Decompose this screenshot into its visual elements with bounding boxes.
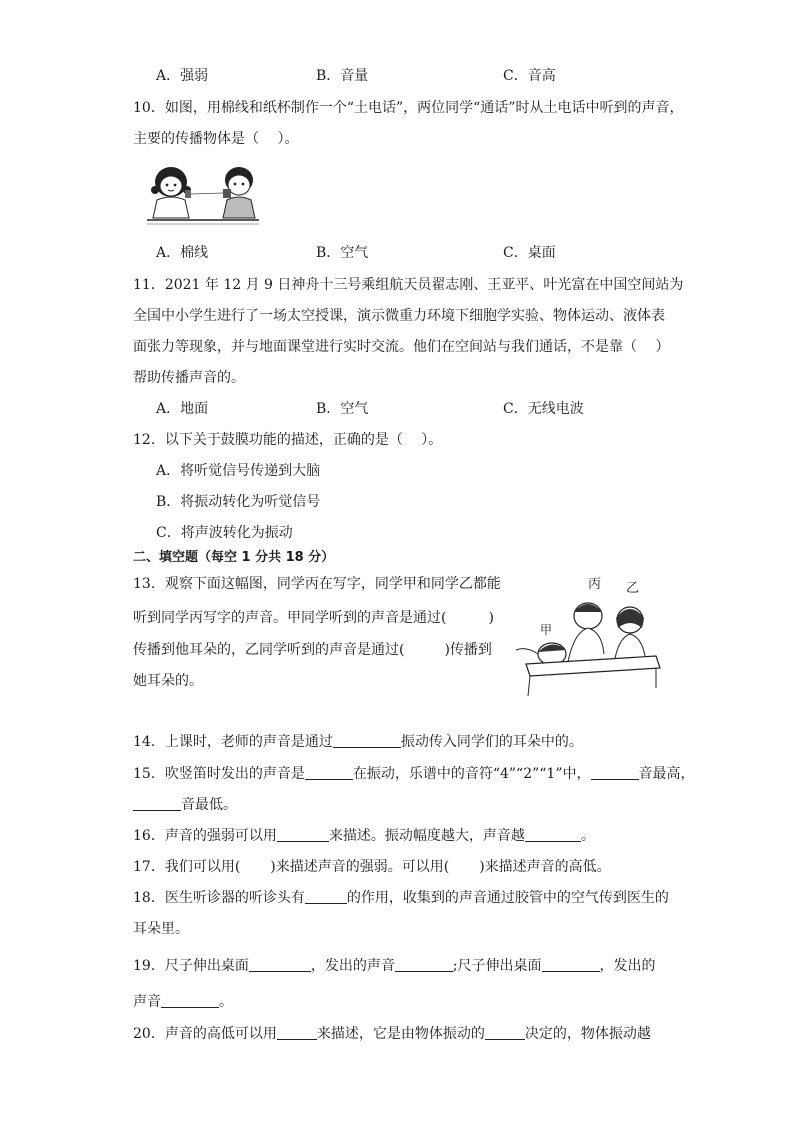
q15-blank-2[interactable] bbox=[591, 765, 639, 780]
q11-stem-line2: 全国中小学生进行了一场太空授课，演示微重力环境下细胞学实验、物体运动、液体表 bbox=[133, 308, 665, 324]
q11-stem-line4: 帮助传播声音的。 bbox=[133, 370, 245, 386]
q20-blank-1[interactable] bbox=[277, 1025, 317, 1040]
q11-stem-line3: 面张力等现象，并与地面课堂进行实时交流。他们在空间站与我们通话，不是靠（ ） bbox=[133, 339, 670, 355]
q13-stem-line3: 传播到他耳朵的，乙同学听到的声音是通过( )传播到 bbox=[133, 642, 492, 658]
q10-option-b: B．空气 bbox=[316, 245, 369, 261]
q19-blank-4[interactable] bbox=[161, 993, 219, 1008]
q15-line1: 15．吹竖笛时发出的声音是 在振动，乐谱中的音符“4”“2”“1”中， 音最高， bbox=[133, 766, 695, 782]
q19-blank-3[interactable] bbox=[542, 957, 600, 972]
q15-blank-3[interactable] bbox=[133, 796, 181, 811]
q20-blank-2[interactable] bbox=[485, 1025, 525, 1040]
q12-option-a: A．将听觉信号传递到大脑 bbox=[156, 463, 321, 479]
q10-option-c: C．桌面 bbox=[503, 245, 556, 261]
q19-line1: 19．尺子伸出桌面 ，发出的声音 ;尺子伸出桌面 ，发出的 bbox=[133, 958, 656, 974]
q11-option-a: A．地面 bbox=[156, 401, 209, 417]
q9-option-b: B．音量 bbox=[316, 68, 369, 84]
q19-blank-1[interactable] bbox=[249, 957, 311, 972]
q13-line2-text: 听到同学丙写字的声音。甲同学听到的声音是通过( bbox=[133, 610, 447, 626]
q20: 20．声音的高低可以用 来描述，它是由物体振动的 决定的，物体振动越 bbox=[133, 1026, 651, 1042]
q18-line1: 18．医生听诊器的听诊头有 的作用，收集到的声音通过胶管中的空气传到医生的 bbox=[133, 890, 669, 906]
section-heading-fill-in: 二、填空题（每空 1 分共 18 分） bbox=[133, 550, 335, 565]
q13-line3-text: 传播到他耳朵的，乙同学听到的声音是通过( bbox=[133, 642, 405, 658]
q15-line2: 音最低。 bbox=[133, 795, 237, 815]
q18-line2: 耳朵里。 bbox=[133, 921, 189, 937]
q11-stem-line1: 11．2021 年 12 月 9 日神舟十三号乘组航天员翟志刚、王亚平、叶光富在中国空间站为 bbox=[133, 277, 684, 293]
q11-option-b: B．空气 bbox=[316, 401, 369, 417]
q10-stem-line2: 主要的传播物体是（ ）。 bbox=[133, 131, 299, 147]
q14: 14．上课时，老师的声音是通过 振动传入同学们的耳朵中的。 bbox=[133, 734, 583, 750]
tin-can-telephone-illustration bbox=[143, 160, 263, 228]
q12-option-b: B．将振动转化为听觉信号 bbox=[156, 494, 321, 510]
q15-blank-1[interactable] bbox=[305, 765, 353, 780]
q14-blank[interactable] bbox=[333, 733, 401, 748]
q9-option-a: A．强弱 bbox=[156, 68, 209, 84]
q9-option-c: C．音高 bbox=[503, 68, 556, 84]
q19-blank-2[interactable] bbox=[395, 957, 453, 972]
q16: 16．声音的强弱可以用 来描述。振动幅度越大，声音越 。 bbox=[133, 828, 595, 844]
q10-option-a: A．棉线 bbox=[156, 245, 209, 261]
label-bing: 丙 bbox=[588, 576, 602, 591]
q10-stem-line1: 10．如图，用棉线和纸杯制作一个“土电话”，两位同学“通话”时从土电话中听到的声音， bbox=[133, 100, 684, 116]
q18-blank[interactable] bbox=[305, 889, 347, 904]
q12-option-c: C．将声波转化为振动 bbox=[156, 525, 293, 541]
classroom-writing-illustration bbox=[506, 572, 662, 700]
q19-line2: 声音 。 bbox=[133, 994, 233, 1010]
q13-stem-line4: 她耳朵的。 bbox=[133, 673, 203, 689]
q17: 17．我们可以用( )来描述声音的强弱。可以用( )来描述声音的高低。 bbox=[133, 859, 611, 875]
q13-stem-line2: 听到同学丙写字的声音。甲同学听到的声音是通过( ) bbox=[133, 610, 494, 626]
label-yi: 乙 bbox=[626, 580, 640, 595]
q16-blank-2[interactable] bbox=[525, 827, 581, 842]
q11-option-c: C．无线电波 bbox=[503, 401, 584, 417]
label-jia: 甲 bbox=[540, 623, 553, 637]
q16-blank-1[interactable] bbox=[277, 827, 329, 842]
q13-stem-line1: 13．观察下面这幅图，同学丙在写字，同学甲和同学乙都能 bbox=[133, 576, 501, 592]
q12-stem: 12．以下关于鼓膜功能的描述，正确的是（ ）。 bbox=[133, 432, 443, 448]
